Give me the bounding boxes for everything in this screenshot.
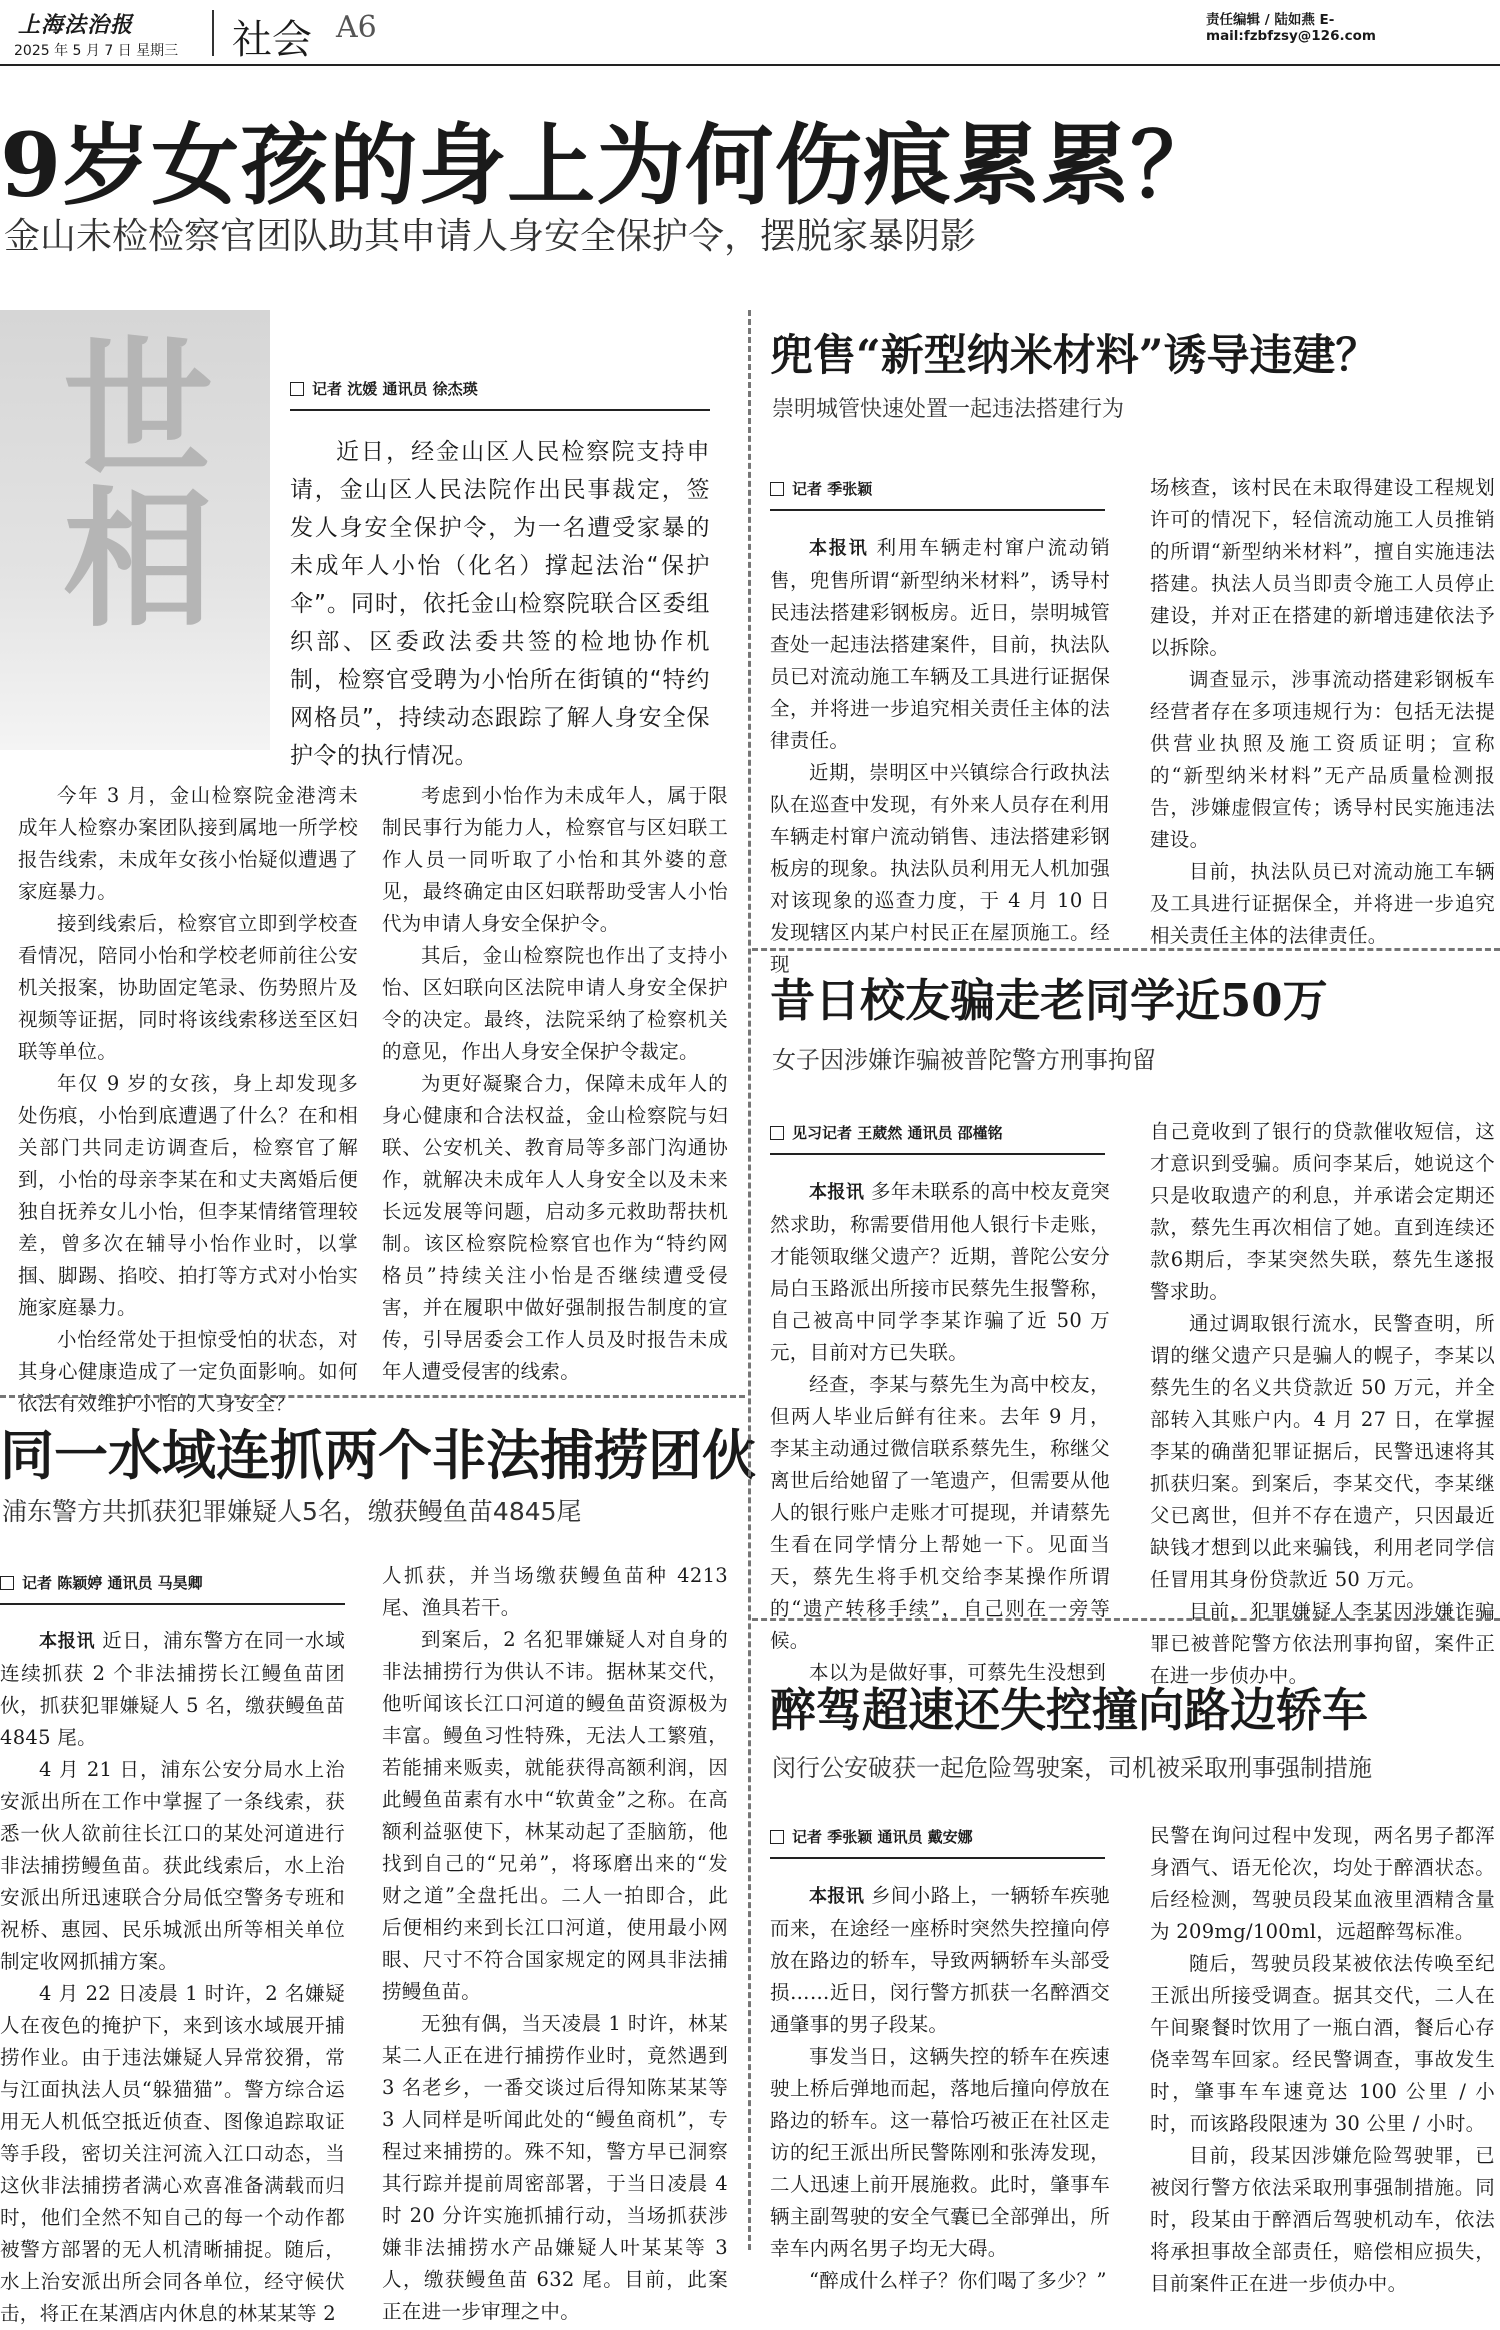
fishing-body-col1 [0, 1625, 345, 2330]
fraud-byline [770, 1122, 1110, 1143]
paragraph: 目前，犯罪嫌疑人李某因涉嫌诈骗罪已被普陀警方依法刑事拘留，案件正在进一步侦办中。 [1150, 1600, 1495, 1687]
paragraph: 场核查，该村民在未取得建设工程规划许可的情况下，轻信流动施工人员推销的所谓“新型纳米材料”，擅自实施违法搭建。执法人员当即责令施工人员停止建设，并对正在搭建的新增违建依法予以拆除。 [1150, 476, 1495, 659]
section-divider [752, 1618, 1500, 1621]
paragraph: 目前，段某因涉嫌危险驾驶罪，已被闵行警方依法采取刑事强制措施。同时，段某由于醉酒后驾驶机动车，依法将承担事故全部责任，赔偿相应损失，目前案件正在进一步侦办中。 [1150, 2144, 1495, 2295]
fishing-headline: 同一水域连抓两个非法捕捞团伙 [0, 1423, 756, 1487]
editor-credit: 责任编辑 / 陆如燕 E-mail:fzbfzsy@126.com [1206, 12, 1376, 44]
lead-byline [290, 378, 710, 399]
masthead-rule [0, 64, 1500, 66]
fishing-body-col2 [382, 1560, 728, 2328]
byline-box-icon [770, 482, 784, 496]
lead-intro: 近日，经金山区人民检察院支持申请，金山区人民法院作出民事裁定，签发人身安全保护令，为一名遭受家暴的未成年人小怡（化名）撑起法治“保护伞”。同时，依托金山检察院联合区委组织部、区委政法委共签的检地协作机制，检察官受聘为小怡所在街镇的“特约网格员”，持续动态跟踪了解人身安全保护令的执行情况。 [290, 439, 710, 769]
paragraph: 民警在询问过程中发现，两名男子都浑身酒气、语无伦次，均处于醉酒状态。后经检测，驾驶员段某血液里酒精含量为 209mg/100ml，远超醉驾标准。 [1150, 1824, 1495, 1943]
column-divider [748, 310, 751, 2250]
section-name: 社会 [232, 17, 312, 63]
fraud-body-col1 [770, 1176, 1110, 1689]
section-divider [752, 948, 1500, 951]
nano-byline-block [770, 478, 1110, 511]
paragraph: 为更好凝聚合力，保障未成年人的身心健康和合法权益，金山检察院与妇联、公安机关、教育局等多部门沟通协作，就解决未成年人人身安全以及未来长远发展等问题，启动多元救助帮扶机制。该区检察院检察官也作为“特约网格员”持续关注小怡是否继续遭受侵害，并在履职中做好强制报告制度的宣传，引导居委会工作人员及时报告未成年人遭受侵害的线索。 [382, 1072, 728, 1383]
dui-byline [770, 1826, 1110, 1847]
byline-rule [290, 409, 710, 411]
paragraph [770, 1176, 1110, 1369]
paragraph: 人抓获，并当场缴获鳗鱼苗种 4213 尾、渔具若干。 [382, 1564, 728, 1619]
paragraph: 4 月 21 日，浦东公安分局水上治安派出所在工作中掌握了一条线索，获悉一伙人欲前往长江口的某处河道进行非法捕捞鳗鱼苗。获此线索后，水上治安派出所迅速联合分局低空警务专班和祝桥、惠园、民乐城派出所等相关单位制定收网抓捕方案。 [0, 1758, 345, 1973]
lead-tag: 本报讯 [809, 538, 869, 559]
lead-tag: 本报讯 [809, 1182, 865, 1203]
paragraph: 自己竟收到了银行的贷款催收短信，这才意识到受骗。质问李某后，她说这个只是收取遗产的利息，并承诺会定期还款，蔡先生再次相信了她。直到连续还款6期后，李某突然失联，蔡先生遂报警求助。 [1150, 1120, 1495, 1303]
fishing-byline [0, 1572, 350, 1593]
paragraph: 无独有偶，当天凌晨 1 时许，林某某二人正在进行捕捞作业时，竟然遇到 3 名老乡，一番交谈过后得知陈某某等 3 人同样是听闻此处的“鳗鱼商机”，专程过来捕捞的。殊不知，警方早已洞察其行踪并提前周密部署，于当日凌晨 4 时 20 分许实施抓捕行动，当场抓获涉嫌非法捕捞水产品嫌疑人叶某某等 3 人，缴获鳗鱼苗 632 尾。目前，此案正在进一步审理之中。 [382, 2012, 728, 2323]
masthead-divider [212, 10, 214, 56]
paragraph [0, 1625, 345, 1754]
nano-subheadline: 崇明城管快速处置一起违法搭建行为 [772, 397, 1125, 422]
paragraph: 本以为是做好事，可蔡先生没想到 [809, 1661, 1107, 1684]
issue-date: 2025 年 5 月 7 日 星期三 [14, 43, 179, 59]
nano-byline [770, 478, 1110, 499]
paragraph: 其后，金山检察院也作出了支持小怡、区妇联向区法院申请人身安全保护令的决定。最终，法院采纳了检察机关的意见，作出人身安全保护令裁定。 [382, 944, 728, 1063]
dui-body-col2 [1150, 1820, 1495, 2300]
paragraph: 考虑到小怡作为未成年人，属于限制民事行为能力人，检察官与区妇联工作人员一同听取了小怡和其外婆的意见，最终确定由区妇联帮助受害人小怡代为申请人身安全保护令。 [382, 784, 728, 935]
lead-subheadline: 金山未检检察官团队助其申请人身安全保护令，摆脱家暴阴影 [4, 216, 977, 257]
lead-tag: 本报讯 [809, 1886, 865, 1907]
lead-headline: 9岁女孩的身上为何伤痕累累？ [0, 113, 1220, 217]
byline-rule [770, 1153, 1105, 1155]
column-banner [0, 310, 270, 750]
paragraph: 调查显示，涉事流动搭建彩钢板车经营者存在多项违规行为：包括无法提供营业执照及施工资质证明；宣称的“新型纳米材料”无产品质量检测报告，涉嫌虚假宣传；诱导村民实施违法建设。 [1150, 668, 1495, 851]
fishing-subheadline: 浦东警方共抓获犯罪嫌疑人5名，缴获鳗鱼苗4845尾 [2, 1497, 582, 1526]
byline-rule [770, 509, 1105, 511]
page-number: A6 [336, 10, 377, 45]
paragraph: 4 月 22 日凌晨 1 时许，2 名嫌疑人在夜色的掩护下，来到该水域展开捕捞作业。由于违法嫌疑人异常狡猾，常与江面执法人员“躲猫猫”。警方综合运用无人机低空抵近侦查、图像追踪取证等手段，密切关注河流入江口动态，当这伙非法捕捞者满心欢喜准备满载而归时，他们全然不知自己的每一个动作都被警方部署的无人机清晰捕捉。随后，水上治安派出所会同各单位，经守候伏击，将正在某酒店内休息的林某某等 2 [0, 1982, 345, 2325]
paragraph: 近期，崇明区中兴镇综合行政执法队在巡查中发现，有外来人员存在利用车辆走村窜户流动销售、违法搭建彩钢板房的现象。执法队员利用无人机加强对该现象的巡查力度，于 4 月 10 日发现辖区内某户村民正在屋顶施工。经现 [770, 761, 1110, 976]
lead-byline-text: 记者 沈媛 通讯员 徐杰瑛 [312, 380, 478, 398]
dui-subheadline: 闵行公安破获一起危险驾驶案，司机被采取刑事强制措施 [772, 1754, 1372, 1782]
byline-box-icon [770, 1126, 784, 1140]
paragraph: 经查，李某与蔡先生为高中校友，但两人毕业后鲜有往来。去年 9 月，李某主动通过微信联系蔡先生，称继父离世后给她留了一笔遗产，但需要从他人的银行账户走账才可提现，并请蔡先生看在同学情分上帮她一下。见面当天，蔡先生将手机交给李某操作所谓的“遗产转移手续”，自己则在一旁等候。 [770, 1373, 1110, 1652]
paragraph [770, 1880, 1110, 2041]
byline-rule [770, 1857, 1105, 1859]
paragraph: 目前，执法队员已对流动施工车辆及工具进行证据保全，并将进一步追究相关责任主体的法律责任。 [1150, 860, 1495, 947]
fishing-byline-block [0, 1572, 350, 1605]
paragraph-text: 利用车辆走村窜户流动销售，兜售所谓“新型纳米材料”，诱导村民违法搭建彩钢板房。近日，崇明城管查处一起违法搭建案件，目前，执法队员已对流动施工车辆及工具进行证据保全，并将进一步追究相关责任主体的法律责任。 [770, 536, 1110, 752]
paragraph: “醉成什么样子？你们喝了多少？” [809, 2269, 1107, 2292]
dui-byline-text: 记者 季张颖 通讯员 戴安娜 [792, 1828, 973, 1846]
lead-tag: 本报讯 [39, 1631, 96, 1652]
nano-byline-text: 记者 季张颖 [792, 480, 873, 498]
paragraph [770, 532, 1110, 757]
fraud-byline-text: 见习记者 王葳然 通讯员 邵槿铭 [792, 1124, 1003, 1142]
fraud-byline-block [770, 1122, 1110, 1155]
byline-box-icon [0, 1576, 14, 1590]
fraud-headline: 昔日校友骗走老同学近50万 [770, 974, 1328, 1027]
paragraph: 事发当日，这辆失控的轿车在疾速驶上桥后弹地而起，落地后撞向停放在路边的轿车。这一幕恰巧被正在社区走访的纪王派出所民警陈刚和张涛发现，二人迅速上前开展施救。此时，肇事车辆主副驾驶的安全气囊已全部弹出，所幸车内两名男子均无大碍。 [770, 2045, 1110, 2260]
paragraph: 通过调取银行流水，民警查明，所谓的继父遗产只是骗人的幌子，李某以蔡先生的名义共贷款近 50 万元，并全部转入其账户内。4 月 27 日，在掌握李某的确凿犯罪证据后，民警迅速将其抓获归案。到案后，李某交代，李某继父已离世，但并不存在遗产，只因最近缺钱才想到以此来骗钱，利用老同学信任冒用其身份贷款近 50 万元。 [1150, 1312, 1495, 1591]
paragraph-text: 近日，浦东警方在同一水域连续抓获 2 个非法捕捞长江鳗鱼苗团伙，抓获犯罪嫌疑人 5 名，缴获鳗鱼苗 4845 尾。 [0, 1629, 345, 1749]
byline-rule [0, 1603, 345, 1605]
fraud-body-col2 [1150, 1116, 1495, 1692]
paragraph: 随后，驾驶员段某被依法传唤至纪王派出所接受调查。据其交代，二人在午间聚餐时饮用了一瓶白酒，餐后心存侥幸驾车回家。经民警调查，事故发生时，肇事车车速竟达 100 公里 / 小时，而该路段限速为 30 公里 / 小时。 [1150, 1952, 1495, 2135]
section-divider [0, 1395, 745, 1398]
paper-logo: 上海法治报 [18, 12, 134, 38]
paragraph: 小怡经常处于担惊受怕的状态，对其身心健康造成了一定负面影响。如何依法有效维护小怡的人身安全？ [18, 1328, 358, 1415]
paragraph: 今年 3 月，金山检察院金港湾未成年人检察办案团队接到属地一所学校报告线索，未成年女孩小怡疑似遭遇了家庭暴力。 [18, 784, 358, 903]
dui-byline-block [770, 1826, 1110, 1859]
byline-box-icon [290, 382, 304, 396]
paragraph: 到案后，2 名犯罪嫌疑人对自身的非法捕捞行为供认不讳。据林某交代，他听闻该长江口河道的鳗鱼苗资源极为丰富。鳗鱼习性特殊，无法人工繁殖，若能捕来贩卖，就能获得高额利润，因此鳗鱼苗素有水中“软黄金”之称。在高额利益驱使下，林某动起了歪脑筋，他找到自己的“兄弟”，将琢磨出来的“发财之道”全盘托出。二人一拍即合，此后便相约来到长江口河道，使用最小网眼、尺寸不符合国家规定的网具非法捕捞鳗鱼苗。 [382, 1628, 728, 2003]
nano-body-col1 [770, 532, 1110, 981]
dui-body-col1 [770, 1880, 1110, 2297]
lead-body-col1 [18, 780, 358, 1420]
lead-body-col2 [382, 780, 728, 1388]
paragraph-text: 多年未联系的高中校友竟突然求助，称需要借用他人银行卡走账，才能领取继父遗产？近期，普陀公安分局白玉路派出所接市民蔡先生报警称，自己被高中同学李某诈骗了近 50 万元，目前对方已失联。 [770, 1180, 1110, 1364]
nano-body-col2 [1150, 472, 1495, 952]
lead-intro-block [290, 378, 710, 775]
nano-headline: 兜售“新型纳米材料”诱导违建？ [770, 331, 1379, 381]
masthead [0, 0, 1500, 70]
paragraph-text: 乡间小路上，一辆轿车疾驰而来，在途经一座桥时突然失控撞向停放在路边的轿车，导致两辆轿车头部受损……近日，闵行警方抓获一名醉酒交通肇事的男子段某。 [770, 1884, 1110, 2036]
column-name: 世相 [37, 330, 213, 630]
fishing-byline-text: 记者 陈颖婷 通讯员 马昊卿 [22, 1574, 203, 1592]
dui-headline: 醉驾超速还失控撞向路边轿车 [770, 1683, 1368, 1737]
paragraph: 年仅 9 岁的女孩，身上却发现多处伤痕，小怡到底遭遇了什么？在和相关部门共同走访调查后，检察官了解到，小怡的母亲李某在和丈夫离婚后便独自抚养女儿小怡，但李某情绪管理较差，曾多次在辅导小怡作业时，以掌掴、脚踢、掐咬、拍打等方式对小怡实施家庭暴力。 [18, 1072, 358, 1319]
fraud-subheadline: 女子因涉嫌诈骗被普陀警方刑事拘留 [772, 1046, 1156, 1074]
paragraph: 接到线索后，检察官立即到学校查看情况，陪同小怡和学校老师前往公安机关报案，协助固定笔录、伤势照片及视频等证据，同时将该线索移送至区妇联等单位。 [18, 912, 358, 1063]
byline-box-icon [770, 1830, 784, 1844]
